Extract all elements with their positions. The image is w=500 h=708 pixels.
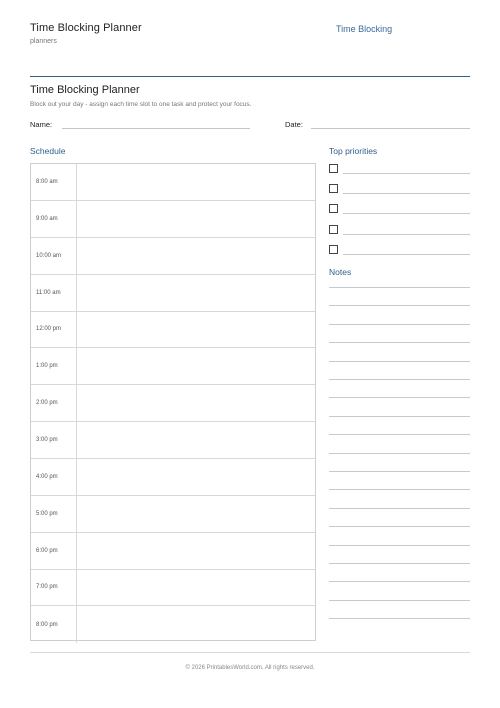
note-line[interactable] [329,397,470,398]
page-header [30,22,470,52]
priority-item [329,245,470,255]
note-line[interactable] [329,361,470,362]
schedule-row [31,496,315,533]
task-cell[interactable] [78,422,315,458]
priority-write-line[interactable] [343,173,470,174]
note-line[interactable] [329,526,470,527]
note-line[interactable] [329,342,470,343]
task-cell[interactable] [78,164,315,200]
task-cell[interactable] [78,275,315,311]
priority-write-line[interactable] [343,254,470,255]
schedule-row [31,348,315,385]
schedule-row [31,201,315,238]
schedule-row [31,311,315,348]
schedule-heading: Schedule [30,146,66,156]
note-line[interactable] [329,324,470,325]
site-category: planners [30,38,57,45]
footer-divider [30,652,470,653]
schedule-row [31,385,315,422]
priority-checkbox[interactable] [329,184,338,193]
task-cell[interactable] [78,385,315,421]
time-label: 2:00 pm [31,385,77,421]
priority-write-line[interactable] [343,193,470,194]
page-subtitle: Block out your day - assign each time slot to one task and protect your focus. [30,101,252,108]
priority-checkbox[interactable] [329,225,338,234]
priority-write-line[interactable] [343,234,470,235]
note-line[interactable] [329,600,470,601]
note-line[interactable] [329,508,470,509]
header-divider [30,76,470,77]
priorities-heading: Top priorities [329,146,378,156]
date-field-line [311,128,470,129]
task-cell[interactable] [78,606,315,643]
time-label: 6:00 pm [31,533,77,569]
task-cell[interactable] [78,348,315,384]
date-label: Date: [285,120,303,129]
note-line[interactable] [329,287,470,288]
time-label: 3:00 pm [31,422,77,458]
time-label: 10:00 am [31,238,77,274]
schedule-table [30,163,316,641]
schedule-row [31,569,315,606]
note-line[interactable] [329,545,470,546]
note-line[interactable] [329,471,470,472]
schedule-row [31,422,315,459]
priority-checkbox[interactable] [329,245,338,254]
time-label: 4:00 pm [31,459,77,495]
time-label: 5:00 pm [31,496,77,532]
priority-item [329,204,470,214]
time-label: 9:00 am [31,201,77,237]
notes-heading: Notes [329,267,352,277]
task-cell[interactable] [78,459,315,495]
task-cell[interactable] [78,311,315,347]
note-line[interactable] [329,379,470,380]
note-line[interactable] [329,581,470,582]
priority-checkbox[interactable] [329,164,338,173]
priority-checkbox[interactable] [329,204,338,213]
task-cell[interactable] [78,238,315,274]
note-line[interactable] [329,453,470,454]
time-label: 8:00 pm [31,606,77,643]
footer-copyright: © 2026 PrintablesWorld.com. All rights reserved. [185,665,315,671]
time-label: 1:00 pm [31,348,77,384]
name-label: Name: [30,120,53,129]
task-cell[interactable] [78,201,315,237]
schedule-row [31,275,315,312]
note-line[interactable] [329,563,470,564]
time-label: 8:00 am [31,164,77,200]
priority-item [329,225,470,235]
name-field-line [62,128,250,129]
schedule-row [31,533,315,570]
time-label: 11:00 am [31,275,77,311]
schedule-row [31,459,315,496]
schedule-row [31,164,315,201]
note-line[interactable] [329,305,470,306]
note-line[interactable] [329,489,470,490]
schedule-row [31,606,315,643]
time-label: 7:00 pm [31,569,77,605]
time-label: 12:00 pm [31,311,77,347]
schedule-row [31,238,315,275]
header-category-link[interactable]: Time Blocking [336,24,393,34]
site-title: Time Blocking Planner [30,22,142,34]
task-cell[interactable] [78,569,315,605]
priority-item [329,164,470,174]
note-line[interactable] [329,434,470,435]
priority-item [329,184,470,194]
note-line[interactable] [329,416,470,417]
task-cell[interactable] [78,496,315,532]
note-line[interactable] [329,618,470,619]
page-title: Time Blocking Planner [30,84,140,96]
priority-write-line[interactable] [343,213,470,214]
task-cell[interactable] [78,533,315,569]
